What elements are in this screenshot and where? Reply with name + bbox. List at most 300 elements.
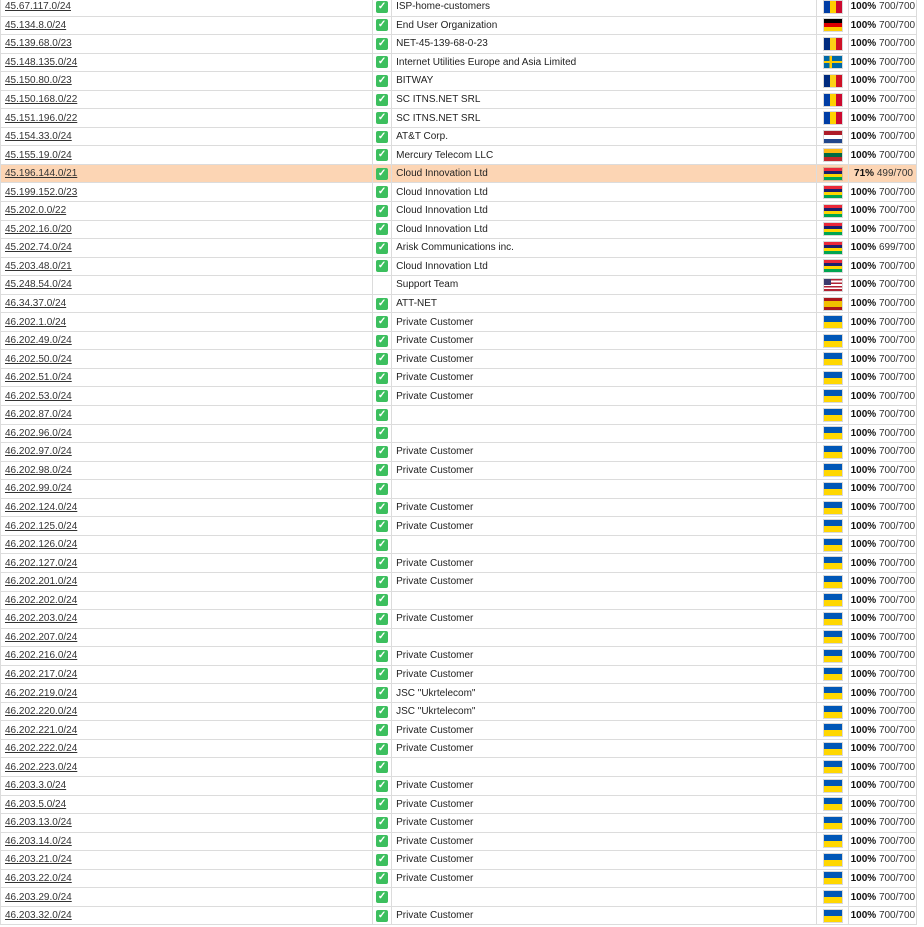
flag-ua-icon: [824, 372, 842, 384]
status-cell: [373, 164, 392, 183]
reachability-percent: 100%: [850, 798, 877, 810]
status-cell: [373, 220, 392, 239]
flag-ua-icon: [824, 854, 842, 866]
reachability-percent: 100%: [850, 94, 877, 105]
flag-md-icon: [824, 1, 842, 13]
reachability-count: 700/700: [878, 316, 916, 328]
network-link[interactable]: 46.202.220.0/24: [5, 706, 78, 718]
network-link[interactable]: 45.199.152.0/23: [5, 186, 78, 198]
country-cell: [817, 461, 848, 480]
reachability-cell: [848, 424, 916, 443]
reachability-percent: 100%: [850, 483, 877, 495]
check-icon: ✓: [377, 687, 387, 698]
reachability-percent: 100%: [850, 706, 877, 718]
reachability-percent: 100%: [850, 335, 877, 347]
country-cell: [817, 776, 848, 795]
organization-cell: Internet Utilities Europe and Asia Limited: [392, 53, 817, 72]
country-cell: [817, 109, 848, 128]
organization-cell: Private Customer: [392, 851, 817, 870]
country-cell: [817, 702, 848, 721]
table-row: [1, 739, 917, 758]
table-row: [1, 368, 917, 387]
check-icon: ✓: [377, 130, 387, 142]
reachability-cell: [848, 721, 916, 740]
status-cell: [373, 535, 392, 554]
reachability-count: 700/700: [878, 854, 916, 866]
network-link[interactable]: 46.203.22.0/24: [5, 872, 72, 884]
country-cell: [817, 443, 848, 462]
status-cell: [373, 461, 392, 480]
network-link[interactable]: 45.202.16.0/20: [5, 223, 72, 235]
network-cell: [1, 127, 373, 146]
table-row: [1, 498, 917, 517]
network-cell: [1, 535, 373, 554]
organization-cell: Private Customer: [392, 739, 817, 758]
table-row: [1, 239, 917, 258]
network-cell: [1, 16, 373, 35]
network-link[interactable]: 46.202.97.0/24: [5, 446, 72, 458]
reachability-count: 700/700: [878, 650, 916, 662]
check-icon: ✓: [377, 742, 387, 754]
check-icon: ✓: [377, 724, 387, 736]
network-link[interactable]: 46.202.49.0/24: [5, 335, 72, 347]
country-cell: [817, 239, 848, 258]
reachability-cell: [848, 239, 916, 258]
organization-cell: [392, 535, 817, 554]
reachability-percent: 100%: [850, 56, 877, 68]
reachability-cell: [848, 313, 916, 332]
reachability-count: 700/700: [878, 668, 916, 680]
network-cell: [1, 0, 373, 16]
flag-md-icon: [824, 112, 842, 124]
status-cell: [373, 832, 392, 851]
network-cell: [1, 906, 373, 925]
status-cell: [373, 758, 392, 777]
status-cell: [373, 202, 392, 221]
flag-ua-icon: [824, 464, 842, 476]
table-row: [1, 109, 917, 128]
reachability-count: 700/700: [878, 279, 916, 291]
status-cell: [373, 554, 392, 573]
country-cell: [817, 202, 848, 221]
network-link[interactable]: 46.34.37.0/24: [5, 298, 67, 310]
network-link[interactable]: 46.202.51.0/24: [5, 372, 72, 384]
network-cell: [1, 480, 373, 499]
reachability-cell: [848, 814, 916, 833]
country-cell: [817, 387, 848, 406]
organization-cell: Private Customer: [392, 498, 817, 517]
network-cell: [1, 572, 373, 591]
check-icon: ✓: [377, 520, 387, 532]
network-link[interactable]: 46.202.222.0/24: [5, 743, 78, 755]
reachability-cell: [848, 702, 916, 721]
network-link[interactable]: 46.202.50.0/24: [5, 353, 72, 365]
status-cell: [373, 814, 392, 833]
check-icon: ✓: [377, 37, 387, 49]
network-cell: [1, 109, 373, 128]
organization-cell: [392, 480, 817, 499]
reachability-percent: 100%: [850, 75, 877, 87]
reachability-count: 700/700: [878, 372, 916, 384]
reachability-count: 700/700: [878, 557, 916, 569]
status-cell: [373, 443, 392, 462]
network-link[interactable]: 46.202.125.0/24: [5, 520, 78, 532]
reachability-percent: 100%: [850, 687, 877, 699]
reachability-cell: [848, 461, 916, 480]
network-link[interactable]: 46.202.221.0/24: [5, 724, 78, 736]
table-row: [1, 721, 917, 740]
reachability-cell: [848, 758, 916, 777]
reachability-count: 499/700: [876, 168, 913, 180]
flag-de-icon: [824, 19, 842, 31]
network-link[interactable]: 46.202.202.0/24: [5, 594, 78, 606]
reachability-count: 700/700: [878, 464, 916, 476]
flag-ua-icon: [824, 483, 842, 495]
status-cell: [373, 572, 392, 591]
network-cell: [1, 350, 373, 369]
reachability-count: 700/700: [878, 38, 916, 50]
table-row: [1, 146, 917, 165]
reachability-cell: [848, 90, 916, 109]
reachability-percent: 100%: [850, 835, 877, 847]
flag-ua-icon: [824, 780, 842, 792]
flag-ua-icon: [824, 817, 842, 829]
check-icon: ✓: [377, 112, 387, 124]
network-cell: [1, 239, 373, 258]
country-cell: [817, 888, 848, 907]
network-link[interactable]: 45.203.48.0/21: [5, 260, 72, 272]
check-icon: ✓: [377, 482, 387, 494]
network-link[interactable]: 46.202.96.0/24: [5, 427, 72, 439]
country-cell: [817, 721, 848, 740]
reachability-count: 700/700: [878, 94, 916, 105]
reachability-cell: [848, 443, 916, 462]
reachability-percent: 100%: [850, 520, 877, 532]
reachability-count: 700/700: [878, 427, 916, 439]
organization-cell: JSC "Ukrtelecom": [392, 702, 817, 721]
reachability-cell: [848, 220, 916, 239]
check-icon: ✓: [377, 408, 387, 420]
status-cell: [373, 0, 392, 16]
reachability-percent: 100%: [850, 390, 877, 402]
reachability-count: 700/700: [878, 112, 916, 124]
check-icon: ✓: [377, 427, 387, 439]
organization-cell: Cloud Innovation Ltd: [392, 220, 817, 239]
network-link[interactable]: 45.148.135.0/24: [5, 56, 78, 68]
network-link[interactable]: 46.203.29.0/24: [5, 891, 72, 903]
status-cell: [373, 276, 392, 295]
reachability-count: 700/700: [878, 594, 916, 606]
network-cell: [1, 869, 373, 888]
reachability-count: 700/700: [878, 502, 916, 514]
reachability-percent: 100%: [850, 631, 877, 643]
network-link[interactable]: 45.155.19.0/24: [5, 149, 72, 161]
flag-ua-icon: [824, 631, 842, 643]
network-cell: [1, 721, 373, 740]
network-link[interactable]: 45.139.68.0/23: [5, 38, 72, 50]
network-link[interactable]: 46.202.124.0/24: [5, 502, 78, 514]
organization-cell: JSC "Ukrtelecom": [392, 684, 817, 703]
country-cell: [817, 795, 848, 814]
flag-md-icon: [824, 94, 842, 106]
status-cell: [373, 480, 392, 499]
flag-ua-icon: [824, 668, 842, 680]
network-link[interactable]: 46.202.207.0/24: [5, 631, 78, 643]
network-link[interactable]: 46.202.217.0/24: [5, 668, 78, 680]
country-cell: [817, 647, 848, 666]
organization-cell: BITWAY: [392, 72, 817, 91]
reachability-percent: 100%: [850, 613, 877, 625]
reachability-cell: [848, 535, 916, 554]
table-row: [1, 795, 917, 814]
country-cell: [817, 53, 848, 72]
reachability-count: 700/700: [878, 335, 916, 347]
status-cell: [373, 665, 392, 684]
reachability-count: 700/700: [878, 298, 916, 310]
table-row: [1, 647, 917, 666]
check-icon: ✓: [377, 223, 387, 235]
network-link[interactable]: 45.248.54.0/24: [5, 279, 72, 291]
network-cell: [1, 647, 373, 666]
reachability-count: 700/700: [878, 56, 916, 68]
check-icon: ✓: [377, 501, 387, 513]
check-icon: ✓: [377, 167, 387, 179]
check-icon: ✓: [377, 186, 387, 198]
network-cell: [1, 851, 373, 870]
network-link[interactable]: 46.202.53.0/24: [5, 390, 72, 402]
reachability-count: 700/700: [878, 390, 916, 402]
table-row: [1, 387, 917, 406]
country-cell: [817, 164, 848, 183]
organization-cell: AT&T Corp.: [392, 127, 817, 146]
check-icon: ✓: [377, 835, 387, 847]
network-cell: [1, 53, 373, 72]
reachability-count: 700/700: [878, 724, 916, 736]
flag-ua-icon: [824, 409, 842, 421]
flag-ua-icon: [824, 910, 842, 922]
reachability-cell: [848, 109, 916, 128]
network-cell: [1, 814, 373, 833]
flag-ua-icon: [824, 390, 842, 402]
reachability-count: 700/700: [878, 891, 916, 903]
flag-ua-icon: [824, 891, 842, 903]
network-link[interactable]: 45.67.117.0/24: [5, 1, 71, 13]
reachability-cell: [848, 387, 916, 406]
organization-cell: Private Customer: [392, 443, 817, 462]
table-row: [1, 127, 917, 146]
network-table-body: [1, 0, 917, 925]
flag-mu-icon: [824, 242, 842, 254]
status-cell: [373, 684, 392, 703]
network-link[interactable]: 45.202.74.0/24: [5, 242, 72, 254]
network-link[interactable]: 45.196.144.0/21: [5, 168, 78, 180]
table-row: [1, 424, 917, 443]
organization-cell: Private Customer: [392, 610, 817, 629]
network-link[interactable]: 46.202.203.0/24: [5, 613, 78, 625]
flag-ua-icon: [824, 520, 842, 532]
organization-cell: Private Customer: [392, 814, 817, 833]
flag-ua-icon: [824, 761, 842, 773]
country-cell: [817, 480, 848, 499]
network-link[interactable]: 46.203.3.0/24: [5, 780, 67, 792]
reachability-count: 700/700: [878, 743, 916, 755]
flag-ua-icon: [824, 353, 842, 365]
check-icon: ✓: [377, 705, 387, 717]
flag-mu-icon: [824, 260, 842, 272]
network-cell: [1, 164, 373, 183]
network-cell: [1, 368, 373, 387]
network-cell: [1, 313, 373, 332]
network-link[interactable]: 46.202.99.0/24: [5, 483, 72, 495]
flag-ua-icon: [824, 557, 842, 569]
network-link[interactable]: 46.202.98.0/24: [5, 464, 72, 476]
reachability-percent: 100%: [850, 910, 877, 922]
reachability-cell: [848, 572, 916, 591]
reachability-count: 700/700: [878, 186, 916, 198]
reachability-count: 700/700: [878, 75, 916, 87]
network-cell: [1, 832, 373, 851]
country-cell: [817, 276, 848, 295]
country-cell: [817, 146, 848, 165]
organization-cell: Cloud Innovation Ltd: [392, 202, 817, 221]
reachability-percent: 100%: [850, 1, 877, 13]
network-cell: [1, 591, 373, 610]
reachability-percent: 100%: [850, 316, 877, 328]
network-link[interactable]: 46.202.223.0/24: [5, 761, 78, 773]
reachability-cell: [848, 906, 916, 925]
reachability-cell: [848, 498, 916, 517]
network-link[interactable]: 46.203.21.0/24: [5, 854, 72, 866]
reachability-percent: 100%: [850, 38, 877, 50]
country-cell: [817, 424, 848, 443]
network-link[interactable]: 45.134.8.0/24: [5, 19, 67, 31]
reachability-cell: [848, 739, 916, 758]
reachability-cell: [848, 869, 916, 888]
network-link[interactable]: 45.150.168.0/22: [5, 94, 78, 105]
reachability-cell: [848, 146, 916, 165]
table-row: [1, 572, 917, 591]
flag-ua-icon: [824, 539, 842, 551]
network-link[interactable]: 46.202.127.0/24: [5, 557, 78, 569]
network-link[interactable]: 46.202.126.0/24: [5, 539, 78, 551]
organization-cell: SC ITNS.NET SRL: [392, 90, 817, 109]
network-link[interactable]: 45.154.33.0/24: [5, 131, 72, 143]
country-cell: [817, 869, 848, 888]
status-cell: [373, 851, 392, 870]
table-row: [1, 461, 917, 480]
status-cell: [373, 35, 392, 54]
network-link[interactable]: 46.202.216.0/24: [5, 650, 78, 662]
reachability-cell: [848, 684, 916, 703]
reachability-cell: [848, 183, 916, 202]
table-row: [1, 554, 917, 573]
flag-mu-icon: [824, 168, 842, 180]
country-cell: [817, 535, 848, 554]
network-link[interactable]: 46.202.219.0/24: [5, 687, 78, 699]
network-link[interactable]: 46.203.32.0/24: [5, 910, 72, 922]
network-cell: [1, 517, 373, 536]
flag-ua-icon: [824, 446, 842, 458]
organization-cell: Private Customer: [392, 776, 817, 795]
reachability-percent: 100%: [850, 650, 877, 662]
status-cell: [373, 610, 392, 629]
status-cell: [373, 183, 392, 202]
reachability-percent: 100%: [850, 112, 877, 124]
reachability-cell: [848, 832, 916, 851]
table-row: [1, 53, 917, 72]
reachability-cell: [848, 795, 916, 814]
reachability-percent: 100%: [850, 872, 877, 884]
check-icon: ✓: [377, 93, 387, 105]
table-row: [1, 610, 917, 629]
table-row: [1, 0, 917, 16]
organization-cell: [392, 591, 817, 610]
table-row: [1, 684, 917, 703]
network-cell: [1, 276, 373, 295]
reachability-count: 700/700: [878, 780, 916, 792]
country-cell: [817, 832, 848, 851]
table-row: [1, 628, 917, 647]
network-link[interactable]: 46.203.13.0/24: [5, 817, 72, 829]
network-link[interactable]: 46.202.1.0/24: [5, 316, 67, 328]
status-cell: [373, 498, 392, 517]
organization-cell: Private Customer: [392, 832, 817, 851]
country-cell: [817, 72, 848, 91]
network-link[interactable]: 46.202.201.0/24: [5, 576, 78, 588]
organization-cell: Support Team: [392, 276, 817, 295]
organization-cell: Private Customer: [392, 554, 817, 573]
flag-ua-icon: [824, 687, 842, 699]
reachability-percent: 100%: [850, 817, 877, 829]
reachability-count: 700/700: [878, 576, 916, 588]
network-link[interactable]: 46.203.14.0/24: [5, 835, 72, 847]
reachability-cell: [848, 851, 916, 870]
network-cell: [1, 739, 373, 758]
organization-cell: NET-45-139-68-0-23: [392, 35, 817, 54]
network-link[interactable]: 45.151.196.0/22: [5, 112, 78, 124]
reachability-percent: 100%: [850, 539, 877, 551]
country-cell: [817, 591, 848, 610]
flag-ua-icon: [824, 706, 842, 718]
flag-ua-icon: [824, 316, 842, 328]
table-row: [1, 220, 917, 239]
network-link[interactable]: 46.203.5.0/24: [5, 798, 67, 810]
status-cell: [373, 257, 392, 276]
country-cell: [817, 294, 848, 313]
reachability-percent: 100%: [850, 409, 877, 421]
network-link[interactable]: 45.150.80.0/23: [5, 75, 72, 87]
country-cell: [817, 257, 848, 276]
network-link[interactable]: 45.202.0.0/22: [5, 205, 67, 217]
check-icon: ✓: [377, 260, 387, 272]
country-cell: [817, 665, 848, 684]
country-cell: [817, 851, 848, 870]
table-row: [1, 90, 917, 109]
reachability-cell: [848, 776, 916, 795]
table-row: [1, 535, 917, 554]
check-icon: ✓: [377, 19, 387, 31]
table-row: [1, 869, 917, 888]
network-link[interactable]: 46.202.87.0/24: [5, 409, 72, 421]
network-cell: [1, 665, 373, 684]
country-cell: [817, 16, 848, 35]
reachability-count: 700/700: [878, 1, 916, 13]
flag-ua-icon: [824, 502, 842, 514]
organization-cell: Private Customer: [392, 368, 817, 387]
reachability-percent: 100%: [850, 464, 877, 476]
reachability-cell: [848, 72, 916, 91]
check-icon: ✓: [377, 74, 387, 86]
